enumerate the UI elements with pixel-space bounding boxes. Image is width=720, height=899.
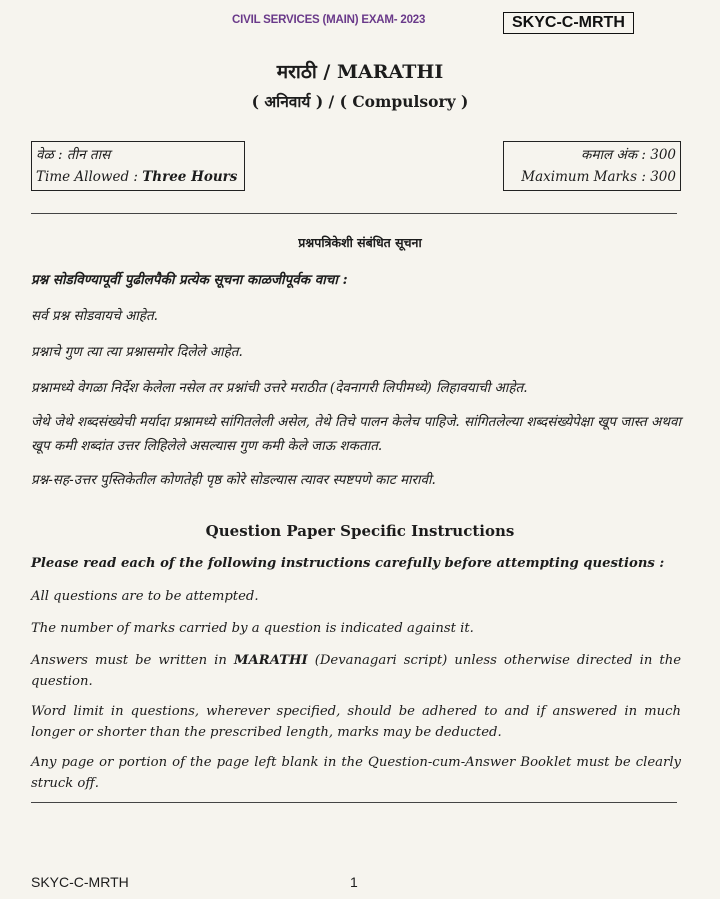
english-instruction-3 xyxy=(31,650,681,692)
english-instruction-4: Word limit in questions, wherever specified, should be adhered to and if answered in much longer or shorter than the prescribed length, marks may be deducted. xyxy=(31,704,681,740)
marathi-instruction-2: प्रश्नाचे गुण त्या त्या प्रश्नासमोर दिलेले आहेत. xyxy=(31,344,243,360)
english-instruction-3-pre: Answers must be written in xyxy=(31,653,234,668)
footer-paper-code: SKYC-C-MRTH xyxy=(31,874,129,890)
english-instruction-3-post: (Devanagari script) unless otherwise directed in the question. xyxy=(31,653,682,689)
maximum-marks-marathi: कमाल अंक : 300 xyxy=(581,147,676,163)
paper-code-box: SKYC-C-MRTH xyxy=(503,12,634,34)
compulsory-subtitle: ( अनिवार्य ) / ( Compulsory ) xyxy=(251,92,469,111)
time-allowed-box xyxy=(31,141,245,191)
maximum-marks-english: Maximum Marks : 300 xyxy=(521,169,676,185)
english-instruction-3-language: MARATHI xyxy=(233,653,308,668)
divider-top xyxy=(31,213,677,214)
english-instructions-heading: Question Paper Specific Instructions xyxy=(205,522,515,540)
time-allowed-value: Three Hours xyxy=(142,169,238,185)
marathi-instruction-3: प्रश्नामध्ये वेगळा निर्देश केलेला नसेल तर प्रश्नांची उत्तरे मराठीत (देवनागरी लिपीमध्ये) लिहावयाची आहेत. xyxy=(31,380,528,396)
time-allowed-marathi: वेळ : तीन तास xyxy=(36,147,111,163)
english-instruction-2: The number of marks carried by a question is indicated against it. xyxy=(31,621,474,636)
english-instructions-intro: Please read each of the following instructions carefully before attempting questions : xyxy=(31,556,665,571)
time-allowed-english xyxy=(36,166,240,188)
english-instruction-1: All questions are to be attempted. xyxy=(31,589,259,604)
subject-title: मराठी / MARATHI xyxy=(276,61,444,83)
time-allowed-label: Time Allowed : xyxy=(36,169,143,185)
english-instruction-5: Any page or portion of the page left blank in the Question-cum-Answer Booklet must be clearly struck off. xyxy=(31,755,681,791)
marathi-instructions-heading: प्रश्नपत्रिकेशी संबंधित सूचना xyxy=(298,235,422,250)
exam-title: CIVIL SERVICES (MAIN) EXAM- 2023 xyxy=(232,14,426,26)
marathi-instructions-intro: प्रश्न सोडविण्यापूर्वी पुढीलपैकी प्रत्येक सूचना काळजीपूर्वक वाचा : xyxy=(31,272,348,288)
marathi-instruction-1: सर्व प्रश्न सोडवायचे आहेत. xyxy=(31,308,158,324)
marathi-instruction-5: प्रश्न-सह-उत्तर पुस्तिकेतील कोणतेही पृष्ठ कोरे सोडल्यास त्यावर स्पष्टपणे काट मारावी. xyxy=(31,472,436,488)
footer-page-number: 1 xyxy=(350,874,358,890)
divider-bottom xyxy=(31,802,677,803)
marathi-instruction-4: जेथे जेथे शब्दसंख्येची मर्यादा प्रश्नामध्ये सांगितलेली असेल, तेथे तिचे पालन केलेच पाहिजे. सांगितलेल्या शब्दसंख्येपेक्षा खूप जास्त अथवा खूप कमी शब्दांत उत्तर लिहिलेले असल्यास गुण कमी केले जाऊ शकतात. xyxy=(31,414,681,454)
maximum-marks-box xyxy=(503,141,681,191)
